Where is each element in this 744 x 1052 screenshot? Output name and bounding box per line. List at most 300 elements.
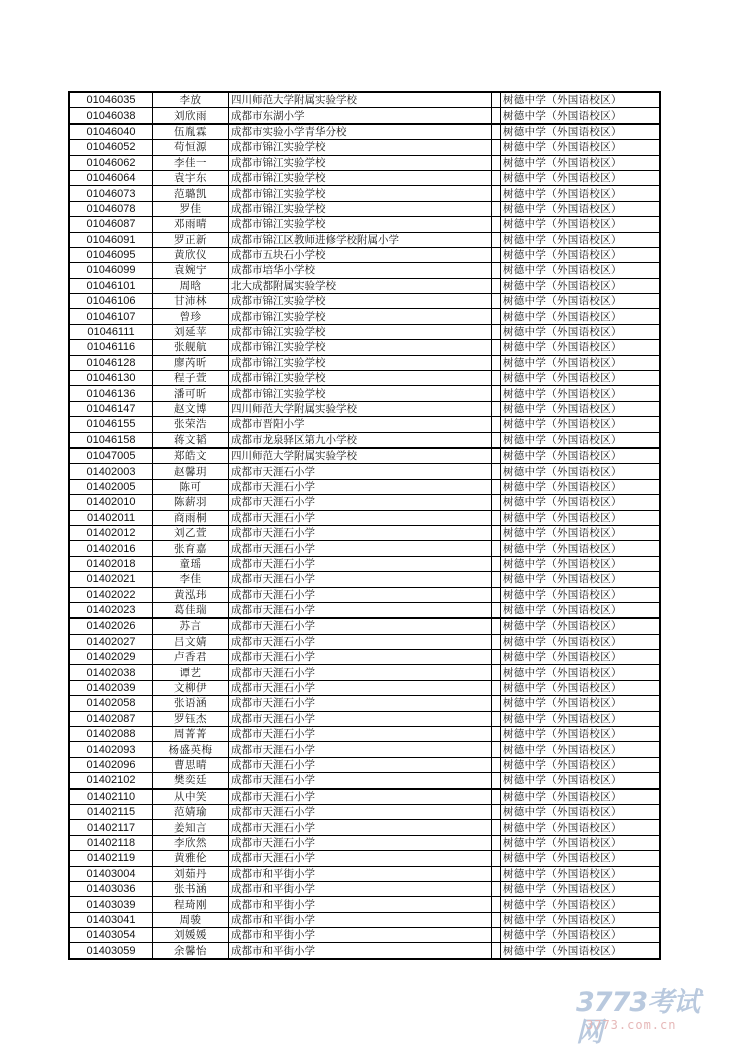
student-name-cell: 刘欣雨 xyxy=(153,108,229,124)
student-id-cell: 01046136 xyxy=(69,386,153,401)
primary-school-cell: 成都市天涯石小学 xyxy=(229,495,492,510)
primary-school-cell: 成都市五块石小学校 xyxy=(229,247,492,262)
spacer-cell xyxy=(492,757,501,772)
table-row xyxy=(69,866,660,881)
student-id-cell: 01046128 xyxy=(69,355,153,370)
primary-school-cell: 成都市锦江实验学校 xyxy=(229,371,492,386)
student-name-cell: 程子萱 xyxy=(153,371,229,386)
watermark-logo xyxy=(576,987,716,1048)
admitted-school-cell: 树德中学（外国语校区） xyxy=(501,602,661,618)
primary-school-cell: 成都市东湖小学 xyxy=(229,108,492,124)
primary-school-cell: 成都市锦江实验学校 xyxy=(229,309,492,324)
table-row xyxy=(69,665,660,680)
primary-school-cell: 成都市锦江区教师进修学校附属小学 xyxy=(229,232,492,247)
table-row xyxy=(69,773,660,789)
admitted-school-cell: 树德中学（外国语校区） xyxy=(501,912,661,927)
primary-school-cell: 成都市天涯石小学 xyxy=(229,711,492,726)
admitted-school-cell: 树德中学（外国语校区） xyxy=(501,263,661,278)
primary-school-cell: 成都市锦江实验学校 xyxy=(229,355,492,370)
student-name-cell: 张荣浩 xyxy=(153,417,229,432)
admitted-school-cell: 树德中学（外国语校区） xyxy=(501,711,661,726)
student-name-cell: 商雨桐 xyxy=(153,510,229,525)
student-id-cell: 01402012 xyxy=(69,525,153,540)
student-name-cell: 程琦刚 xyxy=(153,897,229,912)
spacer-cell xyxy=(492,727,501,742)
spacer-cell xyxy=(492,881,501,896)
admitted-school-cell: 树德中学（外国语校区） xyxy=(501,247,661,262)
primary-school-cell: 成都市和平街小学 xyxy=(229,928,492,943)
admitted-school-cell: 树德中学（外国语校区） xyxy=(501,650,661,665)
spacer-cell xyxy=(492,572,501,587)
spacer-cell xyxy=(492,835,501,850)
admitted-school-cell: 树德中学（外国语校区） xyxy=(501,417,661,432)
student-id-cell: 01402093 xyxy=(69,742,153,757)
student-id-cell: 01046073 xyxy=(69,186,153,201)
table-row xyxy=(69,602,660,618)
spacer-cell xyxy=(492,851,501,866)
table-row xyxy=(69,294,660,309)
admitted-school-cell: 树德中学（外国语校区） xyxy=(501,140,661,155)
admitted-school-cell: 树德中学（外国语校区） xyxy=(501,572,661,587)
primary-school-cell: 成都市和平街小学 xyxy=(229,897,492,912)
table-row xyxy=(69,881,660,896)
primary-school-cell: 成都市天涯石小学 xyxy=(229,804,492,819)
spacer-cell xyxy=(492,294,501,309)
admitted-school-cell: 树德中学（外国语校区） xyxy=(501,618,661,634)
student-id-cell: 01402119 xyxy=(69,851,153,866)
student-id-cell: 01046107 xyxy=(69,309,153,324)
primary-school-cell: 成都市龙泉驿区第九小学校 xyxy=(229,432,492,448)
primary-school-cell: 成都市天涯石小学 xyxy=(229,696,492,711)
student-name-cell: 童瑶 xyxy=(153,556,229,571)
student-id-cell: 01046147 xyxy=(69,401,153,416)
student-name-cell: 罗正新 xyxy=(153,232,229,247)
primary-school-cell: 成都市天涯石小学 xyxy=(229,680,492,695)
primary-school-cell: 成都市天涯石小学 xyxy=(229,835,492,850)
admitted-school-cell: 树德中学（外国语校区） xyxy=(501,170,661,185)
primary-school-cell: 成都市天涯石小学 xyxy=(229,757,492,772)
admitted-school-cell: 树德中学（外国语校区） xyxy=(501,217,661,232)
student-id-cell: 01402110 xyxy=(69,789,153,805)
admitted-school-cell: 树德中学（外国语校区） xyxy=(501,835,661,850)
student-id-cell: 01403054 xyxy=(69,928,153,943)
table-row xyxy=(69,495,660,510)
spacer-cell xyxy=(492,789,501,805)
table-row xyxy=(69,170,660,185)
student-id-cell: 01046099 xyxy=(69,263,153,278)
admitted-school-cell: 树德中学（外国语校区） xyxy=(501,510,661,525)
primary-school-cell: 四川师范大学附属实验学校 xyxy=(229,401,492,416)
student-name-cell: 袁宇东 xyxy=(153,170,229,185)
student-name-cell: 伍胤霖 xyxy=(153,124,229,140)
table-row xyxy=(69,525,660,540)
student-id-cell: 01402115 xyxy=(69,804,153,819)
student-name-cell: 文柳伊 xyxy=(153,680,229,695)
primary-school-cell: 成都市天涯石小学 xyxy=(229,464,492,479)
student-id-cell: 01046078 xyxy=(69,201,153,216)
spacer-cell xyxy=(492,386,501,401)
table-row xyxy=(69,727,660,742)
student-id-cell: 01402026 xyxy=(69,618,153,634)
student-name-cell: 李放 xyxy=(153,92,229,108)
admitted-school-cell: 树德中学（外国语校区） xyxy=(501,371,661,386)
student-name-cell: 苟恒源 xyxy=(153,140,229,155)
spacer-cell xyxy=(492,711,501,726)
table-row xyxy=(69,851,660,866)
primary-school-cell: 成都市实验小学青华分校 xyxy=(229,124,492,140)
student-name-cell: 樊奕廷 xyxy=(153,773,229,789)
table-row xyxy=(69,789,660,805)
spacer-cell xyxy=(492,541,501,556)
student-name-cell: 刘茹丹 xyxy=(153,866,229,881)
primary-school-cell: 成都市锦江实验学校 xyxy=(229,140,492,155)
admitted-school-cell: 树德中学（外国语校区） xyxy=(501,108,661,124)
admitted-school-cell: 树德中学（外国语校区） xyxy=(501,432,661,448)
table-row xyxy=(69,943,660,959)
table-row xyxy=(69,804,660,819)
admitted-school-cell: 树德中学（外国语校区） xyxy=(501,757,661,772)
table-row xyxy=(69,757,660,772)
spacer-cell xyxy=(492,479,501,494)
student-name-cell: 吕文婧 xyxy=(153,634,229,649)
student-id-cell: 01046116 xyxy=(69,340,153,355)
primary-school-cell: 成都市天涯石小学 xyxy=(229,851,492,866)
spacer-cell xyxy=(492,912,501,927)
table-row xyxy=(69,711,660,726)
table-row xyxy=(69,928,660,943)
admitted-school-cell: 树德中学（外国语校区） xyxy=(501,324,661,339)
student-name-cell: 李佳一 xyxy=(153,155,229,170)
admitted-school-cell: 树德中学（外国语校区） xyxy=(501,201,661,216)
admitted-school-cell: 树德中学（外国语校区） xyxy=(501,556,661,571)
primary-school-cell: 成都市和平街小学 xyxy=(229,943,492,959)
spacer-cell xyxy=(492,820,501,835)
student-id-cell: 01402022 xyxy=(69,587,153,602)
student-name-cell: 罗钰杰 xyxy=(153,711,229,726)
student-name-cell: 姜知言 xyxy=(153,820,229,835)
spacer-cell xyxy=(492,680,501,695)
student-name-cell: 黄欣仪 xyxy=(153,247,229,262)
student-id-cell: 01403036 xyxy=(69,881,153,896)
admitted-school-cell: 树德中学（外国语校区） xyxy=(501,232,661,247)
student-name-cell: 卢香君 xyxy=(153,650,229,665)
primary-school-cell: 成都市锦江实验学校 xyxy=(229,170,492,185)
admitted-school-cell: 树德中学（外国语校区） xyxy=(501,928,661,943)
primary-school-cell: 四川师范大学附属实验学校 xyxy=(229,92,492,108)
primary-school-cell: 成都市锦江实验学校 xyxy=(229,386,492,401)
spacer-cell xyxy=(492,665,501,680)
table-row xyxy=(69,340,660,355)
student-id-cell: 01046040 xyxy=(69,124,153,140)
primary-school-cell: 成都市锦江实验学校 xyxy=(229,294,492,309)
admitted-school-cell: 树德中学（外国语校区） xyxy=(501,789,661,805)
table-row xyxy=(69,108,660,124)
student-name-cell: 葛佳瑞 xyxy=(153,602,229,618)
student-name-cell: 曹思晴 xyxy=(153,757,229,772)
student-id-cell: 01402087 xyxy=(69,711,153,726)
primary-school-cell: 成都市天涯石小学 xyxy=(229,541,492,556)
student-name-cell: 张舰航 xyxy=(153,340,229,355)
student-name-cell: 杨盛英梅 xyxy=(153,742,229,757)
student-id-cell: 01403039 xyxy=(69,897,153,912)
table-row xyxy=(69,742,660,757)
primary-school-cell: 成都市天涯石小学 xyxy=(229,587,492,602)
spacer-cell xyxy=(492,155,501,170)
student-name-cell: 廖芮昕 xyxy=(153,355,229,370)
spacer-cell xyxy=(492,866,501,881)
spacer-cell xyxy=(492,525,501,540)
student-name-cell: 曾珍 xyxy=(153,309,229,324)
primary-school-cell: 四川师范大学附属实验学校 xyxy=(229,448,492,464)
table-row xyxy=(69,510,660,525)
admitted-school-cell: 树德中学（外国语校区） xyxy=(501,479,661,494)
admitted-school-cell: 树德中学（外国语校区） xyxy=(501,742,661,757)
table-row xyxy=(69,572,660,587)
spacer-cell xyxy=(492,371,501,386)
table-row xyxy=(69,324,660,339)
student-id-cell: 01402088 xyxy=(69,727,153,742)
primary-school-cell: 成都市天涯石小学 xyxy=(229,556,492,571)
student-id-cell: 01402011 xyxy=(69,510,153,525)
spacer-cell xyxy=(492,804,501,819)
spacer-cell xyxy=(492,773,501,789)
table-row xyxy=(69,417,660,432)
table-row xyxy=(69,464,660,479)
table-row xyxy=(69,897,660,912)
admitted-school-cell: 树德中学（外国语校区） xyxy=(501,355,661,370)
spacer-cell xyxy=(492,140,501,155)
spacer-cell xyxy=(492,401,501,416)
student-id-cell: 01402118 xyxy=(69,835,153,850)
primary-school-cell: 成都市和平街小学 xyxy=(229,866,492,881)
spacer-cell xyxy=(492,432,501,448)
admitted-school-cell: 树德中学（外国语校区） xyxy=(501,680,661,695)
spacer-cell xyxy=(492,124,501,140)
table-row xyxy=(69,618,660,634)
student-id-cell: 01046035 xyxy=(69,92,153,108)
student-name-cell: 黄雅伦 xyxy=(153,851,229,866)
admitted-school-cell: 树德中学（外国语校区） xyxy=(501,851,661,866)
student-id-cell: 01046087 xyxy=(69,217,153,232)
student-id-cell: 01403059 xyxy=(69,943,153,959)
table-row xyxy=(69,371,660,386)
table-row xyxy=(69,401,660,416)
primary-school-cell: 成都市和平街小学 xyxy=(229,912,492,927)
primary-school-cell: 成都市天涯石小学 xyxy=(229,742,492,757)
primary-school-cell: 成都市晋阳小学 xyxy=(229,417,492,432)
student-name-cell: 赵文博 xyxy=(153,401,229,416)
table-row xyxy=(69,355,660,370)
spacer-cell xyxy=(492,340,501,355)
admitted-school-cell: 树德中学（外国语校区） xyxy=(501,634,661,649)
student-id-cell: 01402117 xyxy=(69,820,153,835)
table-row xyxy=(69,835,660,850)
student-name-cell: 刘媛媛 xyxy=(153,928,229,943)
table-row xyxy=(69,680,660,695)
table-row xyxy=(69,587,660,602)
primary-school-cell: 成都市天涯石小学 xyxy=(229,650,492,665)
table-row xyxy=(69,556,660,571)
table-row xyxy=(69,217,660,232)
spacer-cell xyxy=(492,696,501,711)
admitted-school-cell: 树德中学（外国语校区） xyxy=(501,525,661,540)
primary-school-cell: 成都市天涯石小学 xyxy=(229,602,492,618)
student-id-cell: 01046130 xyxy=(69,371,153,386)
admitted-school-cell: 树德中学（外国语校区） xyxy=(501,309,661,324)
student-name-cell: 黄泓玮 xyxy=(153,587,229,602)
table-row xyxy=(69,386,660,401)
table-row xyxy=(69,309,660,324)
primary-school-cell: 成都市天涯石小学 xyxy=(229,634,492,649)
admitted-school-cell: 树德中学（外国语校区） xyxy=(501,696,661,711)
admitted-school-cell: 树德中学（外国语校区） xyxy=(501,401,661,416)
primary-school-cell: 成都市天涯石小学 xyxy=(229,773,492,789)
student-name-cell: 潘可昕 xyxy=(153,386,229,401)
spacer-cell xyxy=(492,263,501,278)
student-id-cell: 01046158 xyxy=(69,432,153,448)
table-row xyxy=(69,912,660,927)
primary-school-cell: 北大成都附属实验学校 xyxy=(229,278,492,293)
primary-school-cell: 成都市锦江实验学校 xyxy=(229,217,492,232)
spacer-cell xyxy=(492,510,501,525)
student-name-cell: 罗佳 xyxy=(153,201,229,216)
student-name-cell: 蒋文韬 xyxy=(153,432,229,448)
primary-school-cell: 成都市天涯石小学 xyxy=(229,525,492,540)
spacer-cell xyxy=(492,602,501,618)
spacer-cell xyxy=(492,108,501,124)
spacer-cell xyxy=(492,92,501,108)
student-id-cell: 01402023 xyxy=(69,602,153,618)
table-row xyxy=(69,696,660,711)
student-name-cell: 范璐凯 xyxy=(153,186,229,201)
admitted-school-cell: 树德中学（外国语校区） xyxy=(501,495,661,510)
table-row xyxy=(69,124,660,140)
student-id-cell: 01046111 xyxy=(69,324,153,339)
admitted-school-cell: 树德中学（外国语校区） xyxy=(501,587,661,602)
table-row xyxy=(69,92,660,108)
table-row xyxy=(69,201,660,216)
watermark-brand: 3773考试网 xyxy=(576,987,700,1048)
student-name-cell: 张育嘉 xyxy=(153,541,229,556)
spacer-cell xyxy=(492,464,501,479)
student-name-cell: 赵馨玥 xyxy=(153,464,229,479)
student-id-cell: 01403041 xyxy=(69,912,153,927)
student-name-cell: 袁婉宁 xyxy=(153,263,229,278)
table-row xyxy=(69,432,660,448)
table-row xyxy=(69,278,660,293)
student-name-cell: 余馨怡 xyxy=(153,943,229,959)
table-body xyxy=(69,92,660,959)
student-id-cell: 01402016 xyxy=(69,541,153,556)
student-name-cell: 李欣然 xyxy=(153,835,229,850)
admitted-school-cell: 树德中学（外国语校区） xyxy=(501,897,661,912)
student-name-cell: 邓雨晴 xyxy=(153,217,229,232)
student-id-cell: 01402102 xyxy=(69,773,153,789)
student-id-cell: 01402029 xyxy=(69,650,153,665)
student-id-cell: 01046052 xyxy=(69,140,153,155)
spacer-cell xyxy=(492,587,501,602)
student-name-cell: 周菁菁 xyxy=(153,727,229,742)
table-row xyxy=(69,479,660,494)
table-row xyxy=(69,448,660,464)
primary-school-cell: 成都市天涯石小学 xyxy=(229,820,492,835)
student-name-cell: 陈可 xyxy=(153,479,229,494)
spacer-cell xyxy=(492,324,501,339)
admitted-school-cell: 树德中学（外国语校区） xyxy=(501,124,661,140)
student-id-cell: 01046101 xyxy=(69,278,153,293)
admitted-school-cell: 树德中学（外国语校区） xyxy=(501,866,661,881)
student-name-cell: 刘延苹 xyxy=(153,324,229,339)
table-row xyxy=(69,186,660,201)
student-id-cell: 01402058 xyxy=(69,696,153,711)
spacer-cell xyxy=(492,618,501,634)
admitted-school-cell: 树德中学（外国语校区） xyxy=(501,340,661,355)
admission-list-table xyxy=(68,91,661,960)
spacer-cell xyxy=(492,495,501,510)
admitted-school-cell: 树德中学（外国语校区） xyxy=(501,464,661,479)
table-row xyxy=(69,820,660,835)
student-name-cell: 陈薪羽 xyxy=(153,495,229,510)
admitted-school-cell: 树德中学（外国语校区） xyxy=(501,541,661,556)
student-id-cell: 01046062 xyxy=(69,155,153,170)
spacer-cell xyxy=(492,897,501,912)
student-id-cell: 01402027 xyxy=(69,634,153,649)
admitted-school-cell: 树德中学（外国语校区） xyxy=(501,294,661,309)
primary-school-cell: 成都市天涯石小学 xyxy=(229,789,492,805)
student-name-cell: 李佳 xyxy=(153,572,229,587)
spacer-cell xyxy=(492,309,501,324)
primary-school-cell: 成都市锦江实验学校 xyxy=(229,340,492,355)
table-row xyxy=(69,232,660,247)
student-id-cell: 01403004 xyxy=(69,866,153,881)
student-name-cell: 张书涵 xyxy=(153,881,229,896)
student-id-cell: 01402096 xyxy=(69,757,153,772)
spacer-cell xyxy=(492,355,501,370)
spacer-cell xyxy=(492,278,501,293)
student-id-cell: 01046106 xyxy=(69,294,153,309)
student-name-cell: 张语涵 xyxy=(153,696,229,711)
spacer-cell xyxy=(492,448,501,464)
student-id-cell: 01046038 xyxy=(69,108,153,124)
table-row xyxy=(69,140,660,155)
student-name-cell: 范婧瑜 xyxy=(153,804,229,819)
student-name-cell: 甘沛林 xyxy=(153,294,229,309)
student-id-cell: 01402003 xyxy=(69,464,153,479)
spacer-cell xyxy=(492,186,501,201)
student-id-cell: 01046064 xyxy=(69,170,153,185)
student-id-cell: 01402010 xyxy=(69,495,153,510)
student-name-cell: 苏言 xyxy=(153,618,229,634)
student-id-cell: 01402005 xyxy=(69,479,153,494)
primary-school-cell: 成都市天涯石小学 xyxy=(229,572,492,587)
admitted-school-cell: 树德中学（外国语校区） xyxy=(501,278,661,293)
admitted-school-cell: 树德中学（外国语校区） xyxy=(501,881,661,896)
spacer-cell xyxy=(492,742,501,757)
student-name-cell: 周晗 xyxy=(153,278,229,293)
spacer-cell xyxy=(492,217,501,232)
admitted-school-cell: 树德中学（外国语校区） xyxy=(501,773,661,789)
admitted-school-cell: 树德中学（外国语校区） xyxy=(501,804,661,819)
table-row xyxy=(69,263,660,278)
student-name-cell: 周骏 xyxy=(153,912,229,927)
spacer-cell xyxy=(492,247,501,262)
primary-school-cell: 成都市锦江实验学校 xyxy=(229,201,492,216)
primary-school-cell: 成都市天涯石小学 xyxy=(229,665,492,680)
spacer-cell xyxy=(492,943,501,959)
admitted-school-cell: 树德中学（外国语校区） xyxy=(501,155,661,170)
spacer-cell xyxy=(492,232,501,247)
primary-school-cell: 成都市锦江实验学校 xyxy=(229,324,492,339)
